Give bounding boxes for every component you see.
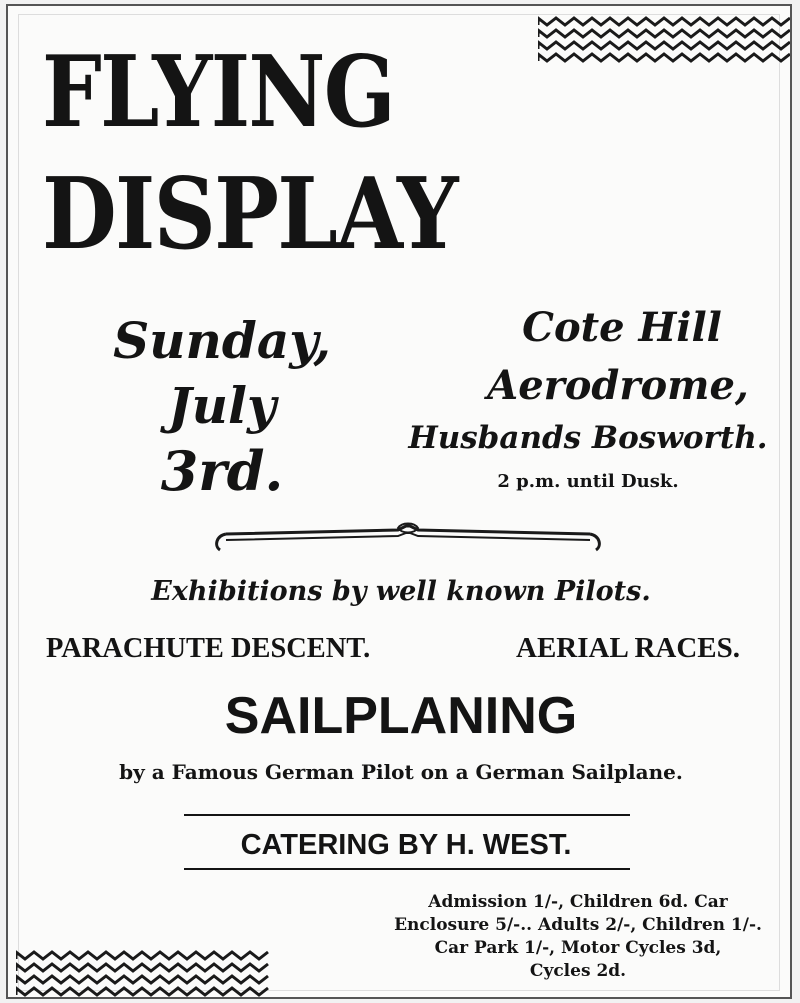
catering-line: CATERING BY H. WEST. (240, 829, 572, 861)
title-flying: FLYING (42, 35, 394, 150)
admission-line-2: Enclosure 5/-.. Adults 2/-, Children 1/-. (394, 915, 762, 935)
venue-location: Husbands Bosworth. (408, 420, 768, 456)
aerial-races: AERIAL RACES. (516, 632, 740, 664)
catering-rule-top (184, 814, 630, 816)
poster (6, 4, 792, 999)
ornament-divider (208, 522, 608, 558)
venue-name: Cote Hill (522, 304, 722, 351)
zigzag-row (538, 18, 790, 25)
zigzag-row (538, 42, 790, 49)
date-month: July (167, 376, 277, 435)
date-day: Sunday, (113, 311, 331, 370)
venue-aerodrome: Aerodrome, (487, 362, 749, 409)
zigzag-row (16, 964, 268, 971)
admission-line-4: Cycles 2d. (529, 961, 627, 981)
zigzag-row (16, 976, 268, 983)
zigzag-row (538, 30, 790, 37)
event-time: 2 p.m. until Dusk. (497, 471, 679, 492)
date-ordinal: 3rd. (160, 439, 284, 503)
zigzag-row (16, 988, 268, 995)
sailplaning-heading: SAILPLANING (224, 687, 578, 745)
title-display: DISPLAY (42, 157, 457, 272)
parachute-descent: PARACHUTE DESCENT. (46, 632, 371, 664)
admission-line-3: Car Park 1/-, Motor Cycles 3d, (434, 938, 722, 958)
exhibitions-line: Exhibitions by well known Pilots. (151, 576, 651, 607)
zigzag-row (16, 952, 268, 959)
admission-line-1: Admission 1/-, Children 6d. Car (428, 892, 728, 912)
zigzag-corner-top-right (538, 10, 790, 68)
sailplaning-subline: by a Famous German Pilot on a German Sailplane. (119, 760, 683, 784)
zigzag-row (538, 54, 790, 61)
zigzag-corner-bottom-left (16, 944, 272, 999)
catering-rule-bottom (184, 868, 630, 870)
